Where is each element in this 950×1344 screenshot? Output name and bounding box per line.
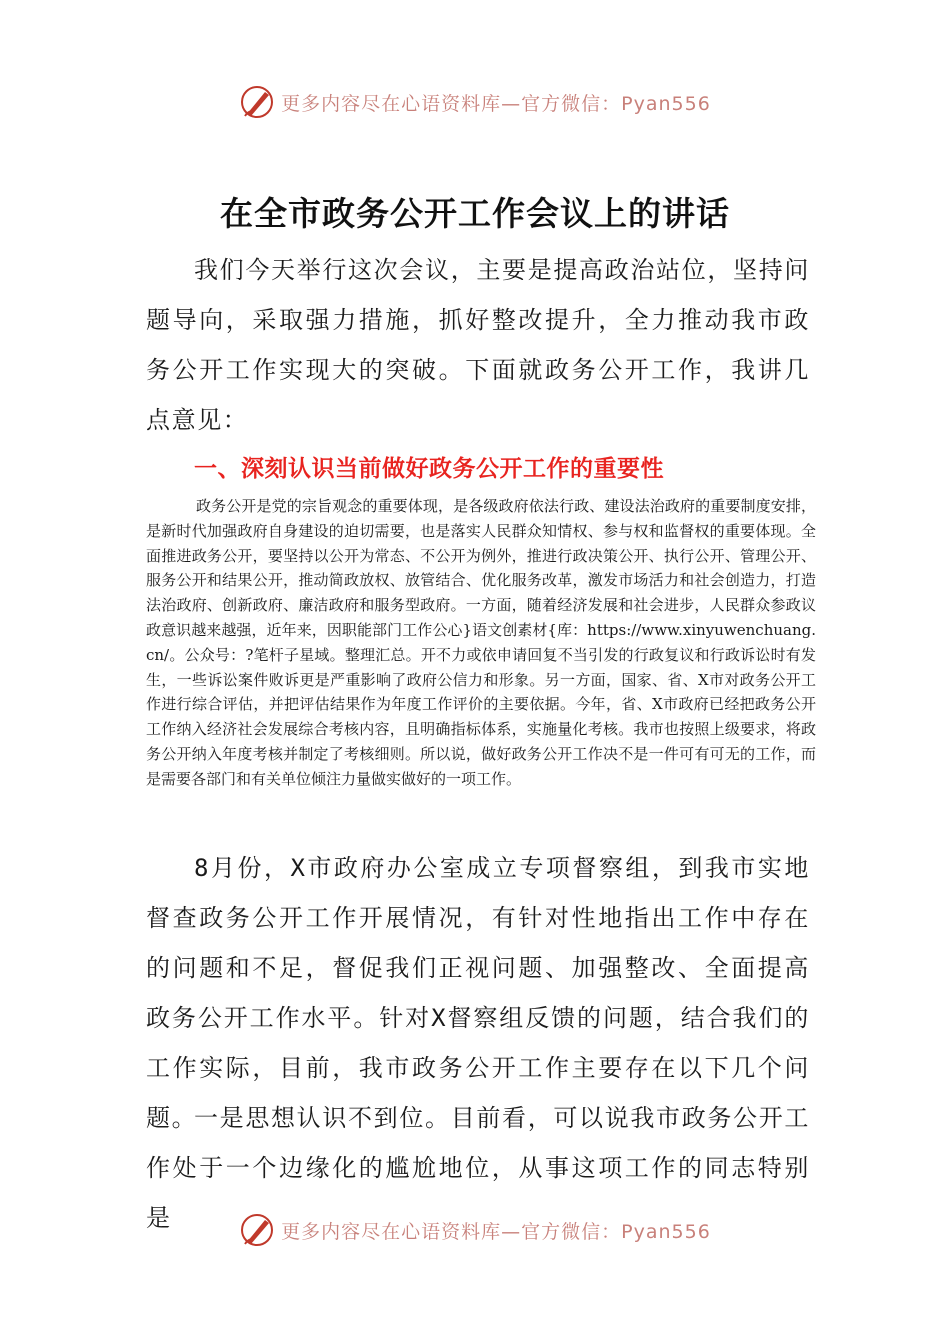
section-1-body: 政务公开是党的宗旨观念的重要体现，是各级政府依法行政、建设法治政府的重要制度安排，是新时代加强政府自身建设的迫切需要，也是落实人民群众知情权、参与权和监督权的重要体现。全面推进政务公开，要坚持以公开为常态、不公开为例外，推进行政决策公开、执行公开、管理公开、服务公开和结果公开，推动简政放权、放管结合、优化服务改革，激发市场活力和社会创造力，打造法治政府、创新政府、廉洁政府和服务型政府。一方面，随着经济发展和社会进步，人民群众参政议政意识越来越强，近年来，因职能部门工作公心}语文创素材{库：https://www.xinyuwenchuang.cn/。公众号：?笔杆子星域。整理汇总。开不力或依申请回复不当引发的行政复议和行政诉讼时有发生，一些诉讼案件败诉更是严重影响了政府公信力和形象。另一方面，国家、省、X市对政务公开工作进行综合评估，并把评估结果作为年度工作评价的主要依据。今年，省、X市政府已经把政务公开工作纳入经济社会发展综合考核内容，且明确指标体系，实施量化考核。我市也按照上级要求，将政务公开纳入年度考核并制定了考核细则。所以说，做好政务公开工作决不是一件可有可无的工作，而是需要各部门和有关单位倾注力量做实做好的一项工作。 <box>146 497 816 788</box>
document-title: 在全市政务公开工作会议上的讲话 <box>220 194 730 234</box>
pen-logo-icon <box>239 1212 275 1248</box>
section-1-heading: 一、深刻认识当前做好政务公开工作的重要性 <box>194 456 664 482</box>
august-paragraph: 8月份，X市政府办公室成立专项督察组，到我市实地督查政务公开工作开展情况，有针对性地指出工作中存在的问题和不足，督促我们正视问题、加强整改、全面提高政务公开工作水平。针对X督察组反馈的问题，结合我们的工作实际，目前，我市政务公开工作主要存在以下几个问题。 <box>146 854 810 1132</box>
pen-logo-icon <box>239 84 275 120</box>
bottom-watermark-banner <box>0 1208 950 1252</box>
point-1-paragraph: 一是思想认识不到位。目前看，可以说我市政务公开工作处于一个边缘化的尴尬地位，从事这项工作的同志特别是 <box>146 1104 810 1232</box>
bottom-watermark-text: 更多内容尽在心语资料库—官方微信：Pyan556 <box>281 1220 711 1243</box>
top-watermark-text: 更多内容尽在心语资料库—官方微信：Pyan556 <box>281 92 711 115</box>
top-watermark-banner <box>0 80 950 124</box>
intro-paragraph: 我们今天举行这次会议，主要是提高政治站位，坚持问题导向，采取强力措施，抓好整改提升，全力推动我市政务公开工作实现大的突破。下面就政务公开工作，我讲几点意见： <box>146 256 810 434</box>
